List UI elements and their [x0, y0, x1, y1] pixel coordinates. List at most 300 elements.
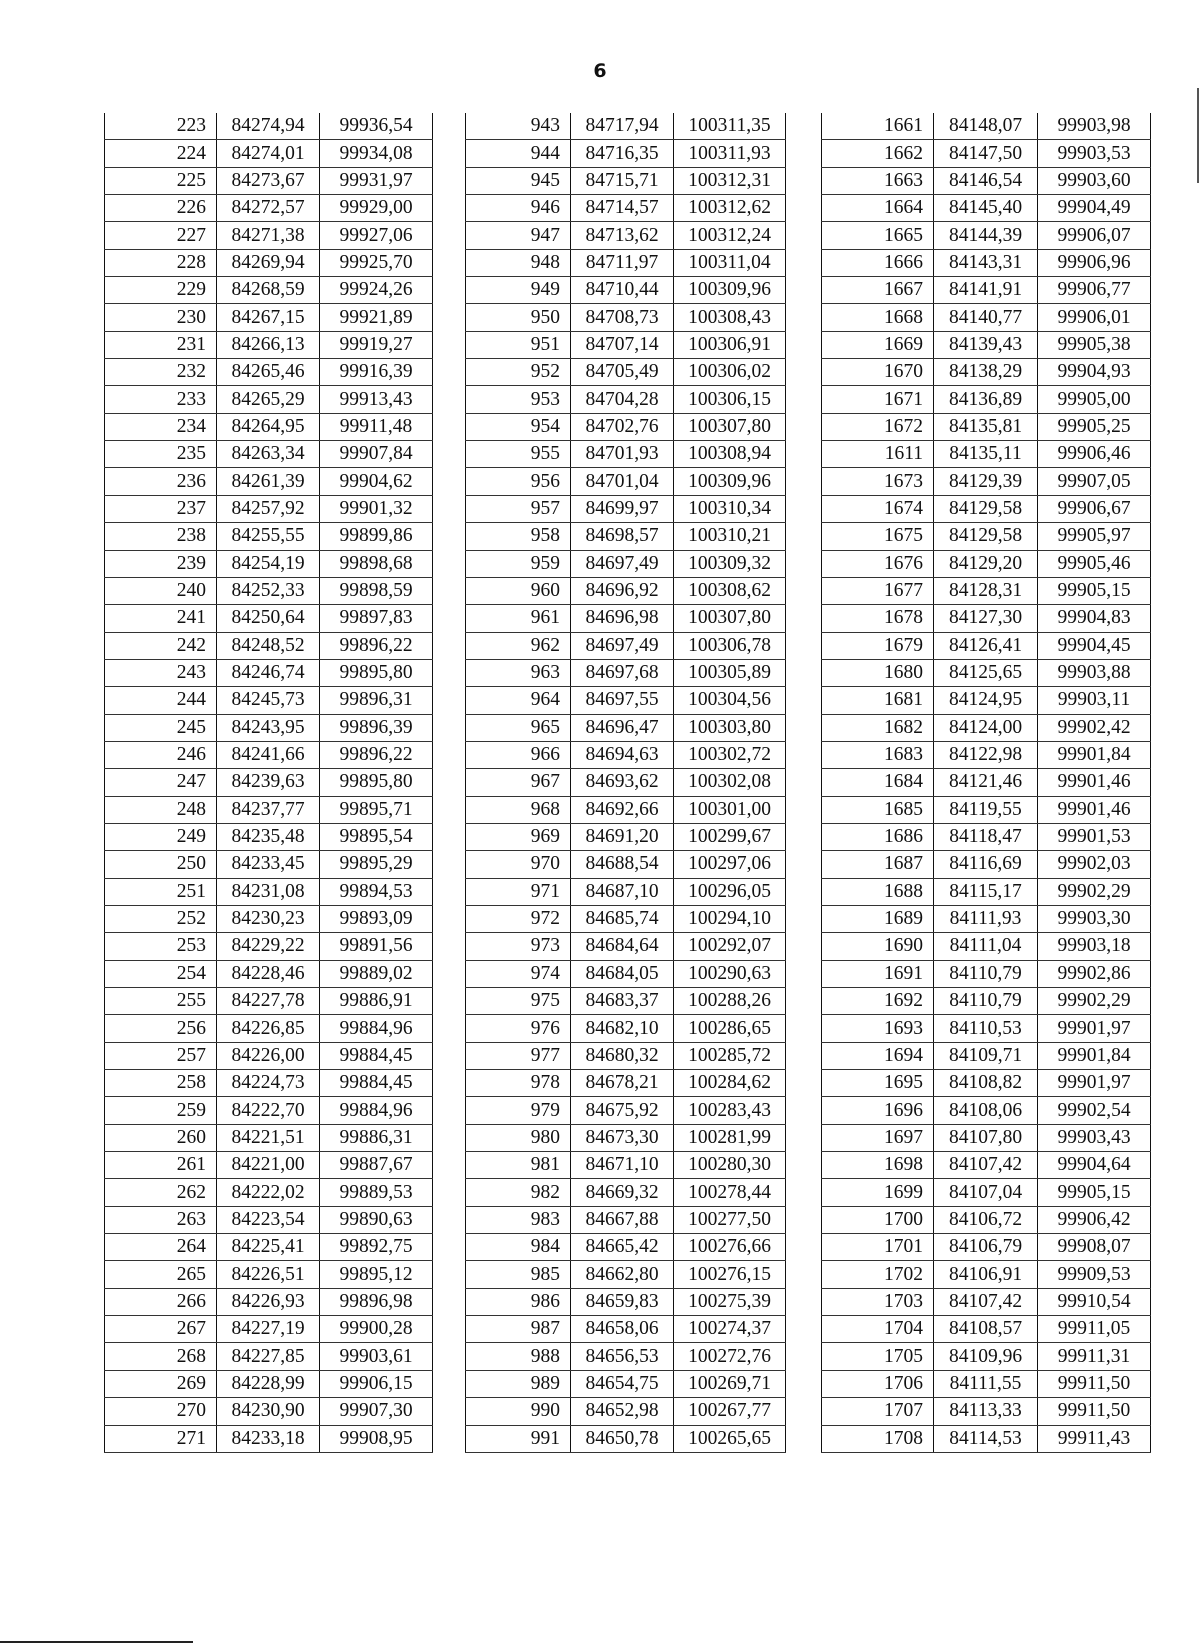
y-coordinate-cell: 99895,80: [320, 769, 433, 796]
table-body: [105, 113, 433, 1452]
point-number-cell: 943: [466, 113, 571, 140]
x-coordinate-cell: 84237,77: [217, 796, 320, 823]
point-number-cell: 948: [466, 249, 571, 276]
table-row: [105, 823, 433, 850]
y-coordinate-cell: 100290,63: [674, 960, 786, 987]
point-number-cell: 268: [105, 1343, 217, 1370]
y-coordinate-cell: 99884,96: [320, 1097, 433, 1124]
y-coordinate-cell: 99907,05: [1038, 468, 1151, 495]
y-coordinate-cell: 99903,30: [1038, 905, 1151, 932]
table-row: [105, 1370, 433, 1397]
table-row: [105, 468, 433, 495]
table-row: [105, 878, 433, 905]
y-coordinate-cell: 99911,48: [320, 413, 433, 440]
y-coordinate-cell: 100296,05: [674, 878, 786, 905]
point-number-cell: 250: [105, 851, 217, 878]
table-row: [466, 659, 786, 686]
x-coordinate-cell: 84227,19: [217, 1316, 320, 1343]
table-row: [822, 249, 1151, 276]
table-row: [105, 1070, 433, 1097]
coordinates-table-2: [465, 113, 786, 1453]
y-coordinate-cell: 99925,70: [320, 249, 433, 276]
table-row: [822, 1124, 1151, 1151]
y-coordinate-cell: 100308,62: [674, 577, 786, 604]
table-row: [466, 741, 786, 768]
y-coordinate-cell: 100309,96: [674, 468, 786, 495]
y-coordinate-cell: 99895,71: [320, 796, 433, 823]
table-row: [822, 167, 1151, 194]
table-row: [822, 687, 1151, 714]
point-number-cell: 945: [466, 167, 571, 194]
table-row: [105, 1261, 433, 1288]
x-coordinate-cell: 84143,31: [934, 249, 1038, 276]
point-number-cell: 979: [466, 1097, 571, 1124]
y-coordinate-cell: 99906,42: [1038, 1206, 1151, 1233]
point-number-cell: 1665: [822, 222, 934, 249]
x-coordinate-cell: 84684,64: [571, 933, 674, 960]
point-number-cell: 1671: [822, 386, 934, 413]
point-number-cell: 962: [466, 632, 571, 659]
table-row: [466, 1124, 786, 1151]
y-coordinate-cell: 100267,77: [674, 1398, 786, 1425]
y-coordinate-cell: 99908,07: [1038, 1234, 1151, 1261]
x-coordinate-cell: 84108,06: [934, 1097, 1038, 1124]
x-coordinate-cell: 84227,85: [217, 1343, 320, 1370]
y-coordinate-cell: 99913,43: [320, 386, 433, 413]
x-coordinate-cell: 84701,04: [571, 468, 674, 495]
table-row: [105, 1316, 433, 1343]
y-coordinate-cell: 99889,53: [320, 1179, 433, 1206]
point-number-cell: 269: [105, 1370, 217, 1397]
y-coordinate-cell: 99902,29: [1038, 988, 1151, 1015]
table-row: [466, 605, 786, 632]
point-number-cell: 1705: [822, 1343, 934, 1370]
point-number-cell: 961: [466, 605, 571, 632]
point-number-cell: 1697: [822, 1124, 934, 1151]
point-number-cell: 970: [466, 851, 571, 878]
y-coordinate-cell: 99884,45: [320, 1070, 433, 1097]
x-coordinate-cell: 84128,31: [934, 577, 1038, 604]
edge-mark: [1197, 88, 1199, 183]
table-row: [822, 1316, 1151, 1343]
table-row: [105, 495, 433, 522]
x-coordinate-cell: 84659,83: [571, 1288, 674, 1315]
table-row: [105, 195, 433, 222]
x-coordinate-cell: 84228,99: [217, 1370, 320, 1397]
point-number-cell: 249: [105, 823, 217, 850]
point-number-cell: 228: [105, 249, 217, 276]
y-coordinate-cell: 100311,04: [674, 249, 786, 276]
y-coordinate-cell: 99895,54: [320, 823, 433, 850]
y-coordinate-cell: 100307,80: [674, 413, 786, 440]
y-coordinate-cell: 99896,22: [320, 632, 433, 659]
page-number: 6: [593, 60, 607, 82]
table-row: [822, 495, 1151, 522]
y-coordinate-cell: 99889,02: [320, 960, 433, 987]
y-coordinate-cell: 99905,38: [1038, 331, 1151, 358]
table-row: [105, 113, 433, 140]
x-coordinate-cell: 84233,18: [217, 1425, 320, 1452]
point-number-cell: 1678: [822, 605, 934, 632]
point-number-cell: 958: [466, 523, 571, 550]
point-number-cell: 1672: [822, 413, 934, 440]
x-coordinate-cell: 84227,78: [217, 988, 320, 1015]
table-row: [466, 1288, 786, 1315]
table-row: [105, 1234, 433, 1261]
y-coordinate-cell: 100309,96: [674, 277, 786, 304]
y-coordinate-cell: 99895,80: [320, 659, 433, 686]
y-coordinate-cell: 99916,39: [320, 359, 433, 386]
y-coordinate-cell: 100277,50: [674, 1206, 786, 1233]
y-coordinate-cell: 99903,98: [1038, 113, 1151, 140]
x-coordinate-cell: 84662,80: [571, 1261, 674, 1288]
table-row: [822, 796, 1151, 823]
point-number-cell: 1700: [822, 1206, 934, 1233]
table-row: [822, 1261, 1151, 1288]
table-row: [105, 1398, 433, 1425]
y-coordinate-cell: 99902,29: [1038, 878, 1151, 905]
point-number-cell: 1667: [822, 277, 934, 304]
table-row: [105, 1343, 433, 1370]
x-coordinate-cell: 84254,19: [217, 550, 320, 577]
table-row: [105, 413, 433, 440]
y-coordinate-cell: 99934,08: [320, 140, 433, 167]
point-number-cell: 976: [466, 1015, 571, 1042]
point-number-cell: 1677: [822, 577, 934, 604]
x-coordinate-cell: 84246,74: [217, 659, 320, 686]
y-coordinate-cell: 100265,65: [674, 1425, 786, 1452]
x-coordinate-cell: 84138,29: [934, 359, 1038, 386]
y-coordinate-cell: 99898,59: [320, 577, 433, 604]
table-row: [105, 1152, 433, 1179]
x-coordinate-cell: 84109,71: [934, 1042, 1038, 1069]
point-number-cell: 953: [466, 386, 571, 413]
table-row: [822, 550, 1151, 577]
point-number-cell: 1689: [822, 905, 934, 932]
table-row: [466, 195, 786, 222]
table-row: [822, 769, 1151, 796]
x-coordinate-cell: 84688,54: [571, 851, 674, 878]
y-coordinate-cell: 99907,30: [320, 1398, 433, 1425]
table-body: [466, 113, 786, 1452]
point-number-cell: 1611: [822, 441, 934, 468]
x-coordinate-cell: 84226,00: [217, 1042, 320, 1069]
y-coordinate-cell: 99893,09: [320, 905, 433, 932]
y-coordinate-cell: 100302,72: [674, 741, 786, 768]
y-coordinate-cell: 100306,91: [674, 331, 786, 358]
table-row: [822, 1398, 1151, 1425]
point-number-cell: 256: [105, 1015, 217, 1042]
point-number-cell: 1684: [822, 769, 934, 796]
table-row: [822, 933, 1151, 960]
x-coordinate-cell: 84135,11: [934, 441, 1038, 468]
table-row: [822, 222, 1151, 249]
table-row: [105, 304, 433, 331]
y-coordinate-cell: 100284,62: [674, 1070, 786, 1097]
table-row: [822, 659, 1151, 686]
y-coordinate-cell: 99905,15: [1038, 577, 1151, 604]
table-row: [822, 878, 1151, 905]
x-coordinate-cell: 84691,20: [571, 823, 674, 850]
point-number-cell: 949: [466, 277, 571, 304]
y-coordinate-cell: 100311,93: [674, 140, 786, 167]
point-number-cell: 223: [105, 113, 217, 140]
table-row: [105, 523, 433, 550]
point-number-cell: 264: [105, 1234, 217, 1261]
point-number-cell: 971: [466, 878, 571, 905]
y-coordinate-cell: 99906,77: [1038, 277, 1151, 304]
point-number-cell: 959: [466, 550, 571, 577]
point-number-cell: 252: [105, 905, 217, 932]
table-row: [822, 1179, 1151, 1206]
point-number-cell: 1668: [822, 304, 934, 331]
table-row: [822, 605, 1151, 632]
table-row: [466, 1425, 786, 1452]
table-row: [105, 331, 433, 358]
point-number-cell: 967: [466, 769, 571, 796]
y-coordinate-cell: 100294,10: [674, 905, 786, 932]
point-number-cell: 246: [105, 741, 217, 768]
x-coordinate-cell: 84106,79: [934, 1234, 1038, 1261]
y-coordinate-cell: 100285,72: [674, 1042, 786, 1069]
point-number-cell: 263: [105, 1206, 217, 1233]
x-coordinate-cell: 84255,55: [217, 523, 320, 550]
y-coordinate-cell: 100275,39: [674, 1288, 786, 1315]
y-coordinate-cell: 100302,08: [674, 769, 786, 796]
x-coordinate-cell: 84693,62: [571, 769, 674, 796]
table-row: [466, 331, 786, 358]
y-coordinate-cell: 99911,31: [1038, 1343, 1151, 1370]
point-number-cell: 239: [105, 550, 217, 577]
point-number-cell: 977: [466, 1042, 571, 1069]
table-row: [105, 687, 433, 714]
table-row: [822, 386, 1151, 413]
point-number-cell: 235: [105, 441, 217, 468]
y-coordinate-cell: 100278,44: [674, 1179, 786, 1206]
x-coordinate-cell: 84139,43: [934, 331, 1038, 358]
x-coordinate-cell: 84707,14: [571, 331, 674, 358]
x-coordinate-cell: 84146,54: [934, 167, 1038, 194]
table-row: [822, 1425, 1151, 1452]
table-row: [822, 359, 1151, 386]
x-coordinate-cell: 84704,28: [571, 386, 674, 413]
table-row: [466, 550, 786, 577]
point-number-cell: 238: [105, 523, 217, 550]
x-coordinate-cell: 84699,97: [571, 495, 674, 522]
x-coordinate-cell: 84126,41: [934, 632, 1038, 659]
point-number-cell: 965: [466, 714, 571, 741]
x-coordinate-cell: 84106,91: [934, 1261, 1038, 1288]
x-coordinate-cell: 84248,52: [217, 632, 320, 659]
x-coordinate-cell: 84245,73: [217, 687, 320, 714]
table-row: [822, 1343, 1151, 1370]
x-coordinate-cell: 84274,01: [217, 140, 320, 167]
table-row: [822, 523, 1151, 550]
point-number-cell: 1682: [822, 714, 934, 741]
x-coordinate-cell: 84271,38: [217, 222, 320, 249]
table-row: [466, 1179, 786, 1206]
y-coordinate-cell: 100309,32: [674, 550, 786, 577]
x-coordinate-cell: 84224,73: [217, 1070, 320, 1097]
y-coordinate-cell: 100312,31: [674, 167, 786, 194]
y-coordinate-cell: 99906,46: [1038, 441, 1151, 468]
y-coordinate-cell: 100312,24: [674, 222, 786, 249]
point-number-cell: 224: [105, 140, 217, 167]
table-row: [466, 1152, 786, 1179]
point-number-cell: 983: [466, 1206, 571, 1233]
point-number-cell: 243: [105, 659, 217, 686]
x-coordinate-cell: 84658,06: [571, 1316, 674, 1343]
x-coordinate-cell: 84263,34: [217, 441, 320, 468]
table-row: [105, 1015, 433, 1042]
point-number-cell: 258: [105, 1070, 217, 1097]
table-row: [466, 1015, 786, 1042]
table-row: [822, 413, 1151, 440]
table-row: [822, 331, 1151, 358]
x-coordinate-cell: 84127,30: [934, 605, 1038, 632]
x-coordinate-cell: 84687,10: [571, 878, 674, 905]
y-coordinate-cell: 100308,94: [674, 441, 786, 468]
table-row: [466, 359, 786, 386]
point-number-cell: 1661: [822, 113, 934, 140]
table-row: [105, 1042, 433, 1069]
y-coordinate-cell: 99896,31: [320, 687, 433, 714]
y-coordinate-cell: 99904,45: [1038, 632, 1151, 659]
point-number-cell: 1694: [822, 1042, 934, 1069]
x-coordinate-cell: 84675,92: [571, 1097, 674, 1124]
table-row: [105, 933, 433, 960]
x-coordinate-cell: 84111,55: [934, 1370, 1038, 1397]
table-row: [466, 277, 786, 304]
point-number-cell: 244: [105, 687, 217, 714]
y-coordinate-cell: 99904,64: [1038, 1152, 1151, 1179]
x-coordinate-cell: 84705,49: [571, 359, 674, 386]
point-number-cell: 267: [105, 1316, 217, 1343]
y-coordinate-cell: 99886,91: [320, 988, 433, 1015]
point-number-cell: 990: [466, 1398, 571, 1425]
y-coordinate-cell: 99907,84: [320, 441, 433, 468]
y-coordinate-cell: 99884,45: [320, 1042, 433, 1069]
y-coordinate-cell: 99902,54: [1038, 1097, 1151, 1124]
table-row: [466, 304, 786, 331]
y-coordinate-cell: 99896,39: [320, 714, 433, 741]
y-coordinate-cell: 99905,25: [1038, 413, 1151, 440]
table-row: [822, 304, 1151, 331]
y-coordinate-cell: 99902,86: [1038, 960, 1151, 987]
y-coordinate-cell: 99911,05: [1038, 1316, 1151, 1343]
point-number-cell: 1707: [822, 1398, 934, 1425]
x-coordinate-cell: 84135,81: [934, 413, 1038, 440]
table-row: [822, 195, 1151, 222]
y-coordinate-cell: 99901,46: [1038, 796, 1151, 823]
table-row: [105, 167, 433, 194]
point-number-cell: 231: [105, 331, 217, 358]
table-row: [466, 1370, 786, 1397]
table-row: [466, 1042, 786, 1069]
table-row: [822, 1152, 1151, 1179]
point-number-cell: 1687: [822, 851, 934, 878]
y-coordinate-cell: 99908,95: [320, 1425, 433, 1452]
x-coordinate-cell: 84708,73: [571, 304, 674, 331]
point-number-cell: 245: [105, 714, 217, 741]
x-coordinate-cell: 84226,85: [217, 1015, 320, 1042]
x-coordinate-cell: 84136,89: [934, 386, 1038, 413]
table-row: [466, 167, 786, 194]
y-coordinate-cell: 99906,15: [320, 1370, 433, 1397]
y-coordinate-cell: 99899,86: [320, 523, 433, 550]
x-coordinate-cell: 84671,10: [571, 1152, 674, 1179]
point-number-cell: 1679: [822, 632, 934, 659]
point-number-cell: 227: [105, 222, 217, 249]
point-number-cell: 1673: [822, 468, 934, 495]
y-coordinate-cell: 99936,54: [320, 113, 433, 140]
y-coordinate-cell: 99902,42: [1038, 714, 1151, 741]
coordinates-table-1: [104, 113, 433, 1453]
y-coordinate-cell: 99929,00: [320, 195, 433, 222]
y-coordinate-cell: 99896,98: [320, 1288, 433, 1315]
point-number-cell: 956: [466, 468, 571, 495]
y-coordinate-cell: 99919,27: [320, 331, 433, 358]
x-coordinate-cell: 84129,20: [934, 550, 1038, 577]
table-row: [466, 960, 786, 987]
table-row: [105, 1179, 433, 1206]
point-number-cell: 1699: [822, 1179, 934, 1206]
x-coordinate-cell: 84140,77: [934, 304, 1038, 331]
table-row: [822, 714, 1151, 741]
y-coordinate-cell: 100312,62: [674, 195, 786, 222]
table-row: [822, 905, 1151, 932]
point-number-cell: 1663: [822, 167, 934, 194]
table-row: [105, 960, 433, 987]
table-row: [466, 905, 786, 932]
y-coordinate-cell: 99901,84: [1038, 1042, 1151, 1069]
y-coordinate-cell: 99887,67: [320, 1152, 433, 1179]
point-number-cell: 954: [466, 413, 571, 440]
y-coordinate-cell: 99906,67: [1038, 495, 1151, 522]
y-coordinate-cell: 99904,83: [1038, 605, 1151, 632]
point-number-cell: 1680: [822, 659, 934, 686]
point-number-cell: 1683: [822, 741, 934, 768]
x-coordinate-cell: 84223,54: [217, 1206, 320, 1233]
y-coordinate-cell: 99901,46: [1038, 769, 1151, 796]
point-number-cell: 946: [466, 195, 571, 222]
y-coordinate-cell: 99903,61: [320, 1343, 433, 1370]
point-number-cell: 1693: [822, 1015, 934, 1042]
table-row: [822, 1234, 1151, 1261]
x-coordinate-cell: 84221,00: [217, 1152, 320, 1179]
point-number-cell: 981: [466, 1152, 571, 1179]
x-coordinate-cell: 84106,72: [934, 1206, 1038, 1233]
y-coordinate-cell: 99902,03: [1038, 851, 1151, 878]
point-number-cell: 952: [466, 359, 571, 386]
y-coordinate-cell: 99903,88: [1038, 659, 1151, 686]
point-number-cell: 251: [105, 878, 217, 905]
x-coordinate-cell: 84225,41: [217, 1234, 320, 1261]
table-row: [822, 741, 1151, 768]
y-coordinate-cell: 100274,37: [674, 1316, 786, 1343]
x-coordinate-cell: 84274,94: [217, 113, 320, 140]
table-row: [105, 605, 433, 632]
x-coordinate-cell: 84268,59: [217, 277, 320, 304]
point-number-cell: 974: [466, 960, 571, 987]
x-coordinate-cell: 84682,10: [571, 1015, 674, 1042]
table-row: [466, 878, 786, 905]
y-coordinate-cell: 99896,22: [320, 741, 433, 768]
point-number-cell: 1708: [822, 1425, 934, 1452]
y-coordinate-cell: 99904,49: [1038, 195, 1151, 222]
x-coordinate-cell: 84129,39: [934, 468, 1038, 495]
x-coordinate-cell: 84265,29: [217, 386, 320, 413]
